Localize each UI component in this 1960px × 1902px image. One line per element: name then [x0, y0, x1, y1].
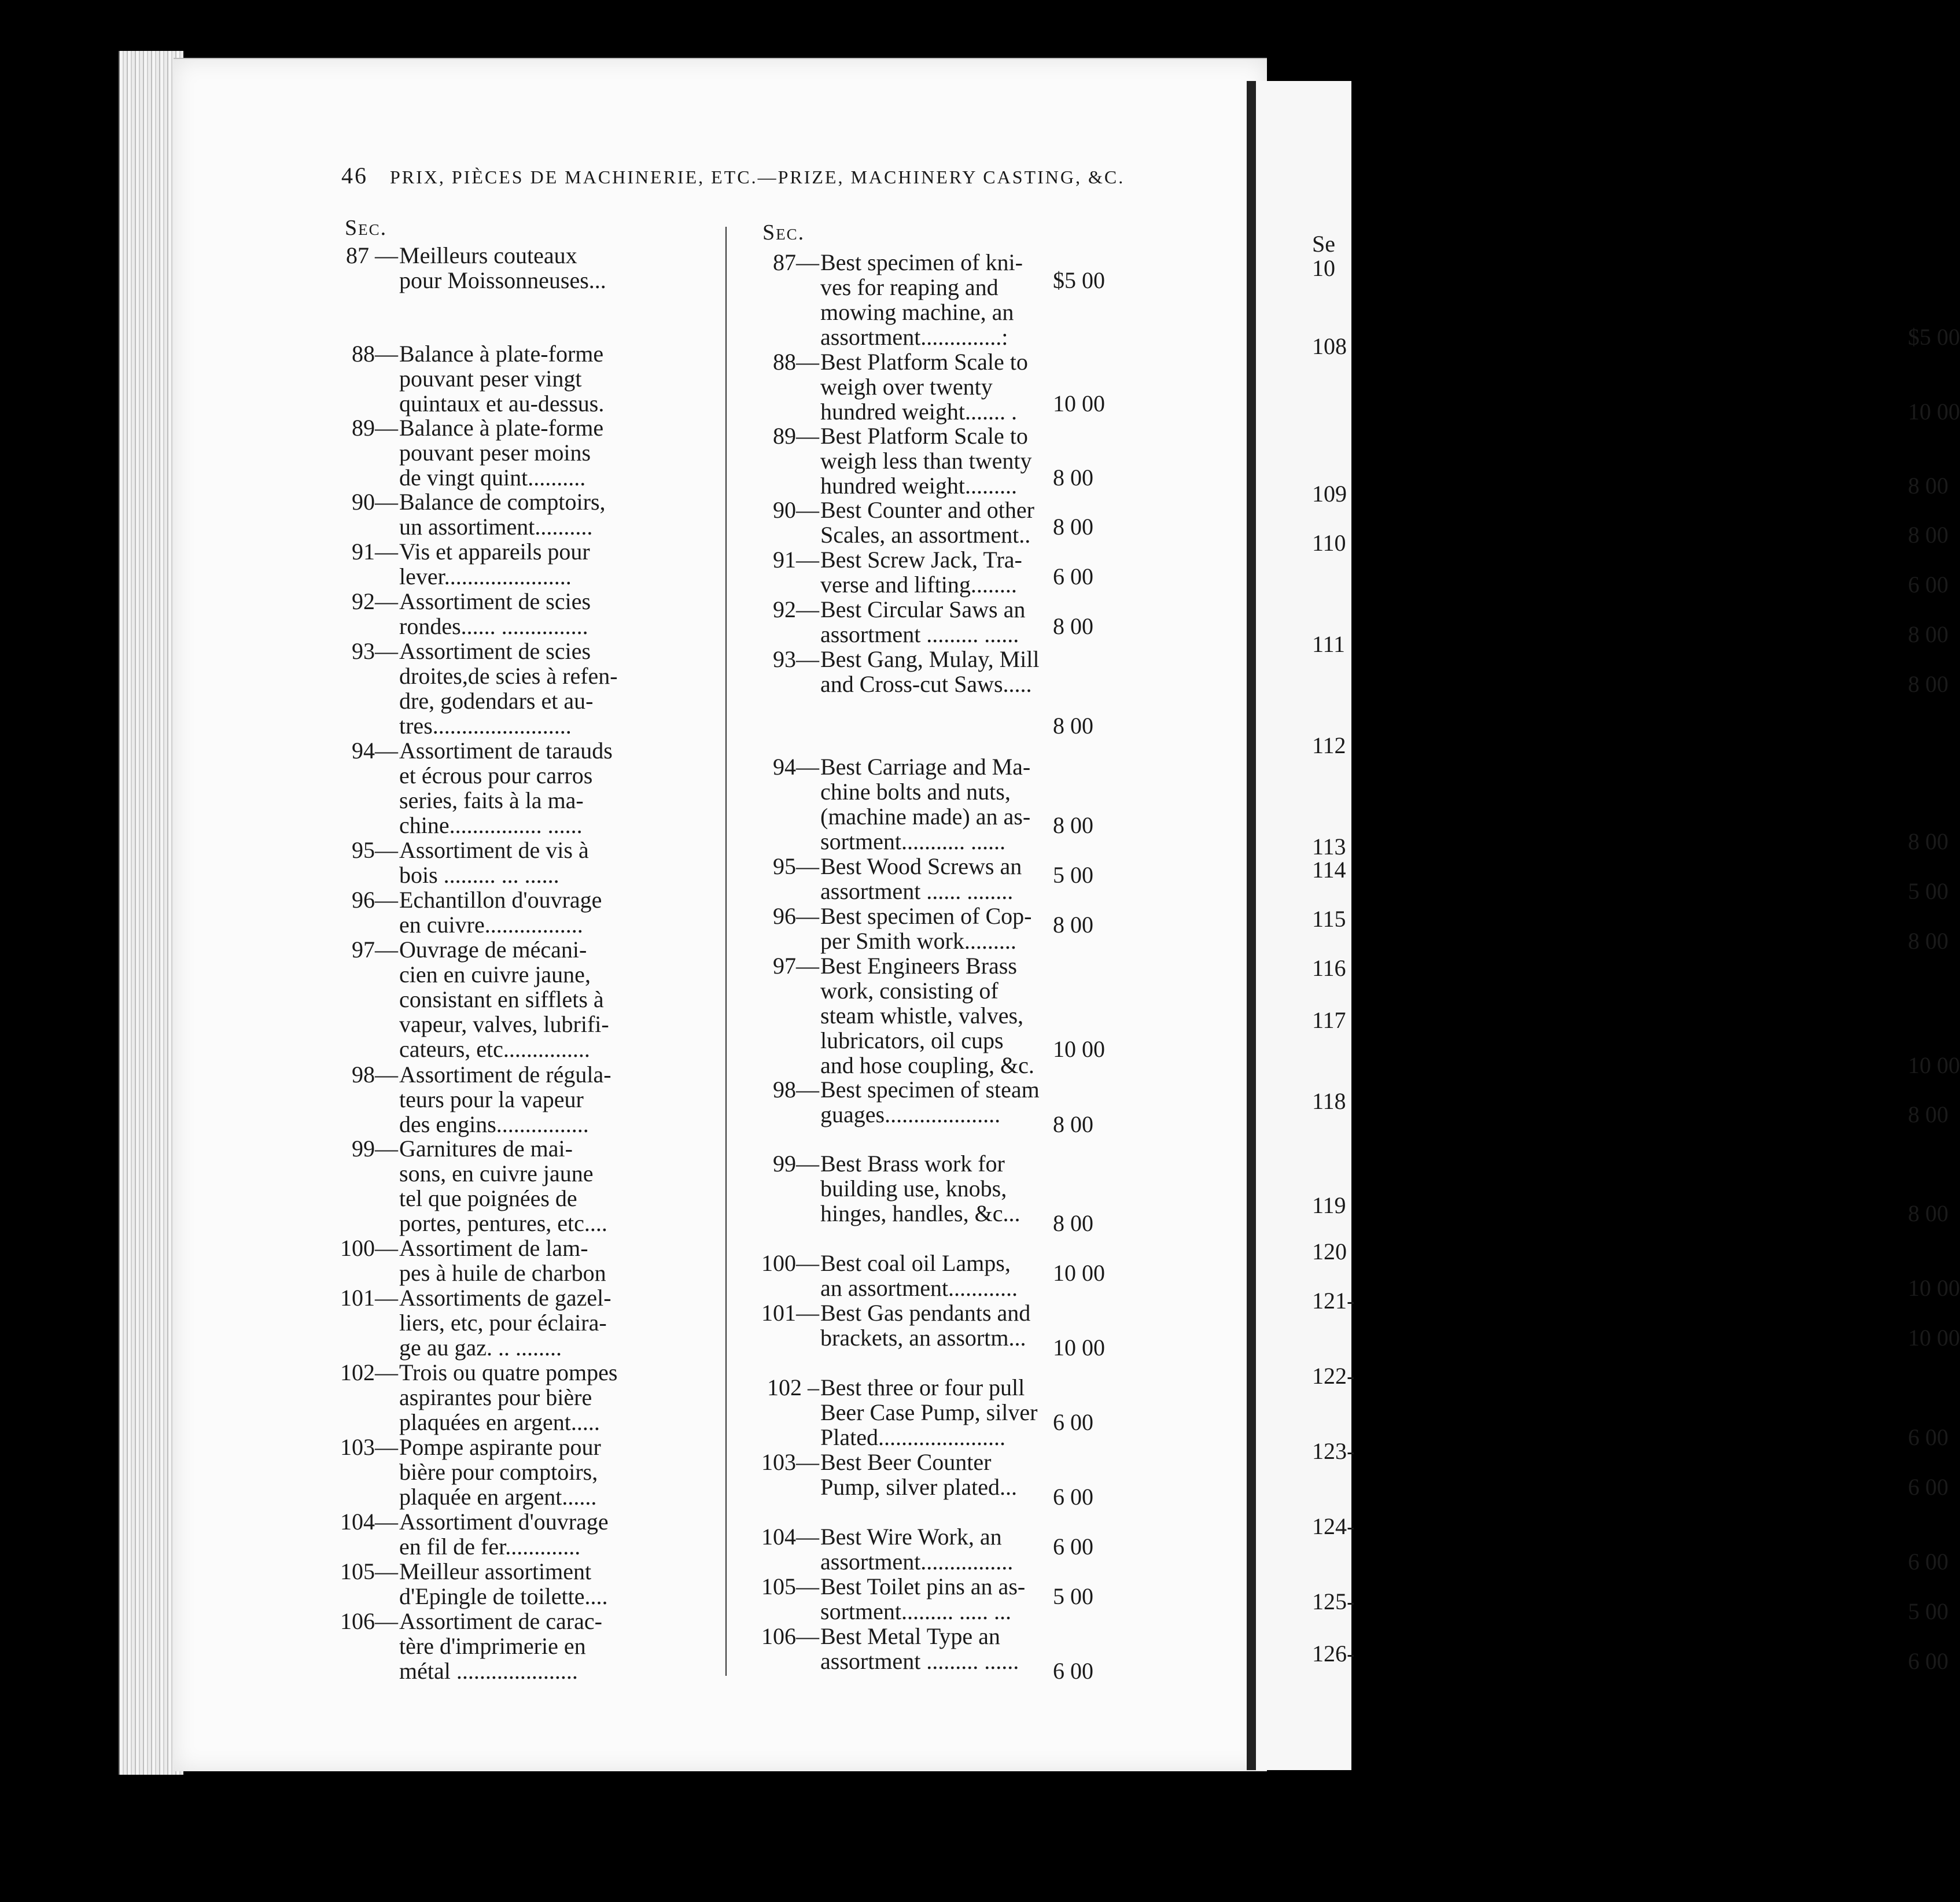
prize-amount: 6 00 [1908, 1474, 1948, 1500]
entry-line [820, 804, 1075, 829]
entry-line [820, 928, 1948, 954]
entry-text: ves for reaping and [820, 274, 999, 300]
entry-text: un assortiment.......... [399, 514, 593, 540]
entry-line [773, 754, 1075, 780]
entry-line [773, 1151, 1075, 1177]
section-number: 106— [761, 1623, 819, 1649]
entry-text: en cuivre................. [399, 912, 583, 938]
entry-text: portes, pentures, etc.... [399, 1210, 607, 1236]
section-number: 104— [340, 1509, 398, 1535]
french-sec-label: Sec. [345, 216, 388, 240]
entry-line [820, 1549, 1948, 1575]
entry-line [340, 1434, 654, 1460]
entry-text: Assortiment de régula- [399, 1061, 611, 1088]
entry-line [761, 1623, 1075, 1649]
prize-amount: 5 00 [1908, 878, 1948, 904]
prize-amount: 8 00 [1053, 465, 1093, 491]
next-page-number: 108 [1312, 333, 1347, 359]
entry-line [773, 903, 1075, 929]
section-number: 103— [761, 1449, 819, 1475]
entry-text: lubricators, oil cups [820, 1027, 1004, 1053]
entry-text: teurs pour la vapeur [399, 1086, 584, 1112]
entry-text: Best Gang, Mulay, Mill [820, 646, 1040, 672]
section-number: 95— [352, 837, 398, 863]
next-page-number: 110 [1312, 530, 1346, 556]
section-number: 88— [352, 341, 398, 367]
prize-amount: 6 00 [1908, 1424, 1948, 1450]
entry-text: Best Wire Work, an [820, 1524, 1002, 1550]
entry-text: per Smith work......... [820, 928, 1016, 954]
entry-text: work, consisting of [820, 978, 999, 1004]
entry-line [820, 1474, 1948, 1500]
entry-text: Best Platform Scale to [820, 349, 1028, 375]
section-number: 102 – [767, 1374, 819, 1400]
section-number: 92— [352, 588, 398, 614]
section-number: 95— [773, 853, 819, 879]
next-page-number: 109 [1312, 481, 1347, 507]
entry-line [399, 1161, 654, 1186]
entry-text: Best Toilet pins an as- [820, 1573, 1026, 1599]
prize-amount: 8 00 [1908, 1200, 1948, 1226]
section-number: 99— [773, 1151, 819, 1177]
entry-line [340, 1235, 654, 1261]
next-page-number: 113 [1312, 834, 1346, 860]
entry-text: weigh over twenty [820, 374, 993, 400]
entry-text: Best Brass work for [820, 1151, 1005, 1177]
entry-line [773, 249, 1075, 275]
prize-amount: 8 00 [1053, 1210, 1093, 1236]
prize-amount: 8 00 [1053, 912, 1093, 938]
entry-line [773, 423, 1075, 449]
prize-amount: 8 00 [1908, 473, 1948, 499]
section-number: 97— [773, 953, 819, 979]
next-page-number: 118 [1312, 1088, 1346, 1114]
entry-line [399, 1186, 654, 1211]
prize-amount: 6 00 [1908, 572, 1948, 598]
entry-line [399, 1310, 654, 1335]
entry-text: hundred weight....... . [820, 399, 1017, 425]
entry-text: en fil de fer............. [399, 1534, 581, 1560]
entry-text: Balance à plate-forme [399, 341, 604, 367]
entry-text: tère d'imprimerie en [399, 1633, 586, 1659]
page-number: 46 [341, 163, 368, 189]
english-entry-91 [773, 547, 1948, 598]
next-page-number: 115 [1312, 906, 1346, 932]
entry-line [761, 1449, 1075, 1475]
page-header [341, 162, 1125, 189]
next-page-number: 111 [1312, 631, 1346, 657]
entry-line [820, 275, 1075, 300]
entry-line [399, 664, 654, 688]
entry-text: Balance à plate-forme [399, 415, 604, 441]
entry-text: Assortiment de scies [399, 588, 591, 614]
prize-amount: $5 00 [1908, 324, 1960, 350]
prize-amount: 8 00 [1053, 812, 1093, 838]
entry-text: Ouvrage de mécani- [399, 937, 587, 963]
entry-line [399, 1012, 654, 1037]
entry-text: droites,de scies à refen- [399, 663, 618, 689]
entry-text: cateurs, etc............... [399, 1036, 590, 1062]
prize-amount: 10 00 [1908, 1052, 1960, 1078]
prize-amount: 6 00 [1053, 1658, 1093, 1684]
entry-line [767, 1374, 1075, 1400]
entry-line [340, 1509, 654, 1535]
section-number: 102— [340, 1359, 398, 1385]
section-number: 90— [352, 489, 398, 515]
section-number: 94— [773, 754, 819, 780]
entry-text: assortment ...... ........ [820, 878, 1014, 904]
entry-text: sortment........... ...... [820, 828, 1005, 854]
entry-text: brackets, an assortm... [820, 1325, 1026, 1351]
next-page-sec-label: Se [1312, 231, 1335, 257]
entry-text: dre, godendars et au- [399, 688, 594, 714]
entry-line [352, 341, 654, 367]
entry-line [399, 713, 1093, 739]
prize-amount: $5 00 [1053, 267, 1105, 293]
entry-text: Assortiment de carac- [399, 1608, 602, 1634]
entry-text: ge au gaz. .. ........ [399, 1335, 562, 1361]
entry-line [820, 1400, 1075, 1425]
entry-text: et écrous pour carros [399, 762, 593, 788]
section-number: 92— [773, 596, 819, 622]
entry-line [340, 1285, 654, 1311]
entry-text: d'Epingle de toilette.... [399, 1583, 608, 1609]
entry-text: verse and lifting........ [820, 572, 1017, 598]
entry-text: Scales, an assortment.. [820, 522, 1031, 548]
prize-amount: 8 00 [1053, 613, 1093, 639]
entry-text: Best specimen of steam [820, 1077, 1040, 1103]
entry-text: mowing machine, an [820, 299, 1014, 325]
entry-line [820, 1052, 1960, 1078]
next-page-number: 124- [1312, 1513, 1355, 1539]
entry-line [761, 1250, 1075, 1276]
entry-line [820, 878, 1948, 904]
entry-text: Best Carriage and Ma- [820, 754, 1031, 780]
entry-text: Meilleurs couteaux [399, 242, 577, 268]
entry-text: Best Beer Counter [820, 1449, 992, 1475]
entry-text: Assortiment de scies [399, 638, 591, 664]
section-number: 103— [340, 1434, 398, 1460]
prize-amount: 8 00 [1053, 713, 1093, 739]
prize-amount: 8 00 [1908, 928, 1948, 954]
entry-text: quintaux et au-dessus. [399, 390, 605, 416]
section-number: 91— [773, 547, 819, 573]
prize-amount: 8 00 [1908, 828, 1948, 854]
entry-text: cien en cuivre jaune, [399, 961, 591, 987]
entry-line [399, 366, 654, 391]
entry-text: tres........................ [399, 713, 572, 739]
entry-text: steam whistle, valves, [820, 1002, 1024, 1029]
entry-line [820, 300, 1075, 325]
section-number: 87 — [346, 242, 398, 268]
english-sec-label: Sec. [762, 220, 805, 245]
entry-line [820, 1176, 1075, 1201]
entry-line [761, 1524, 1075, 1550]
entry-text: guages.................... [820, 1101, 1001, 1127]
entry-text: sons, en cuivre jaune [399, 1160, 594, 1186]
prize-amount: 8 00 [1908, 621, 1948, 647]
entry-text: assortment................ [820, 1549, 1014, 1575]
section-number: 96— [352, 887, 398, 913]
entry-text: Pump, silver plated... [820, 1474, 1017, 1500]
entry-line [399, 763, 654, 788]
section-number: 88— [773, 349, 819, 375]
section-number: 99— [352, 1136, 398, 1162]
entry-text: Vis et appareils pour [399, 539, 590, 565]
next-page-number: 121- [1312, 1288, 1355, 1314]
entry-text: and hose coupling, &c. [820, 1052, 1034, 1078]
entry-line [820, 1028, 1075, 1053]
entry-text: Best Engineers Brass [820, 953, 1017, 979]
entry-text: Best specimen of Cop- [820, 903, 1032, 929]
entry-line [340, 1558, 654, 1584]
next-page-number: 122- [1312, 1363, 1355, 1389]
entry-line [399, 1385, 654, 1410]
entry-line [399, 440, 654, 465]
entry-line [773, 1077, 1075, 1103]
entry-line [352, 887, 654, 913]
entry-text: hinges, handles, &c... [820, 1200, 1020, 1226]
entry-line [352, 489, 654, 515]
entry-text: an assortment............ [820, 1275, 1018, 1301]
entry-text: rondes...... ............... [399, 613, 588, 639]
prize-amount: 5 00 [1053, 862, 1093, 888]
entry-line [352, 837, 654, 863]
entry-line [761, 1300, 1075, 1326]
entry-text: sortment......... ..... ... [820, 1598, 1011, 1624]
section-number: 97— [352, 937, 398, 963]
entry-line [346, 242, 654, 268]
prize-amount: 8 00 [1908, 522, 1948, 548]
column-divider [725, 227, 727, 1676]
entry-line [820, 399, 1960, 425]
entry-line [352, 937, 654, 963]
prize-amount: 10 00 [1908, 399, 1960, 425]
entry-text: (machine made) an as- [820, 803, 1031, 830]
entry-text: Assortiment de vis à [399, 837, 589, 863]
entry-line [773, 646, 1075, 672]
entry-text: bois ......... ... ...... [399, 862, 559, 888]
entry-line [352, 738, 654, 764]
section-number: 87— [773, 249, 819, 275]
next-page-number: 126- [1312, 1641, 1355, 1667]
prize-amount: 10 00 [1908, 1275, 1960, 1301]
entry-text: Best specimen of kni- [820, 249, 1023, 275]
entry-text: assortment ......... ...... [820, 621, 1019, 647]
section-number: 101— [340, 1285, 398, 1311]
entry-text: de vingt quint.......... [399, 465, 586, 491]
entry-text: Plated...................... [820, 1424, 1005, 1450]
entry-text: pouvant peser vingt [399, 366, 582, 392]
entry-text: pouvant peser moins [399, 440, 591, 466]
next-page-number: 120 [1312, 1238, 1347, 1265]
entry-text: weigh less than twenty [820, 448, 1032, 474]
prize-amount: 5 00 [1053, 1583, 1093, 1609]
entry-line [773, 953, 1075, 979]
entry-text: and Cross-cut Saws..... [820, 671, 1032, 697]
entry-text: building use, knobs, [820, 1175, 1007, 1201]
section-number: 100— [761, 1250, 819, 1276]
entry-text: hundred weight......... [820, 473, 1017, 499]
entry-text: plaquées en argent..... [399, 1409, 600, 1435]
entry-text: lever...................... [399, 563, 572, 589]
entry-text: chine................ ...... [399, 812, 583, 838]
entry-text: liers, etc, pour éclaira- [399, 1310, 607, 1336]
entry-text: tel que poignées de [399, 1185, 577, 1211]
prize-amount: 10 00 [1053, 390, 1105, 416]
next-page-number: 116 [1312, 955, 1346, 981]
entry-line [820, 779, 1075, 804]
next-page-number: 10 [1312, 255, 1335, 281]
next-page-number: 112 [1312, 732, 1346, 758]
entry-text: Assortiment de lam- [399, 1235, 588, 1261]
prize-amount: 10 00 [1908, 1325, 1960, 1351]
entry-line [352, 588, 654, 614]
entry-text: Assortiments de gazel- [399, 1285, 611, 1311]
entry-text: Pompe aspirante pour [399, 1434, 601, 1460]
section-number: 98— [773, 1077, 819, 1103]
prize-amount: 5 00 [1908, 1598, 1948, 1624]
entry-line [820, 1325, 1960, 1351]
entry-text: chine bolts and nuts, [820, 779, 1011, 805]
entry-text: Garnitures de mai- [399, 1136, 573, 1162]
section-number: 106— [340, 1608, 398, 1634]
entry-text: Best Counter and other [820, 497, 1034, 523]
entry-text: Balance de comptoirs, [399, 489, 606, 515]
section-number: 89— [352, 415, 398, 441]
entry-line [399, 962, 654, 987]
entry-text: Best Metal Type an [820, 1623, 1000, 1649]
entry-line [399, 788, 654, 813]
entry-text: pour Moissonneuses... [399, 267, 606, 293]
prize-amount: 10 00 [1053, 1036, 1105, 1062]
entry-text: Assortiment d'ouvrage [399, 1509, 609, 1535]
english-entry-93 [773, 646, 1948, 697]
entry-line [352, 1061, 654, 1088]
section-number: 104— [761, 1524, 819, 1550]
entry-line [399, 688, 654, 713]
entry-text: Trois ou quatre pompes [399, 1359, 618, 1385]
entry-text: Assortiment de tarauds [399, 738, 613, 764]
prize-amount: 6 00 [1908, 1549, 1948, 1575]
entry-line [820, 671, 1948, 697]
entry-text: assortment..............: [820, 324, 1008, 350]
entry-line [820, 978, 1075, 1003]
entry-text: Best Gas pendants and [820, 1300, 1031, 1326]
prize-amount: 6 00 [1053, 1409, 1093, 1435]
entry-text: vapeur, valves, lubrifi- [399, 1011, 609, 1037]
section-number: 93— [352, 638, 398, 664]
section-number: 90— [773, 497, 819, 523]
entry-line [773, 853, 1075, 879]
entry-text: pes à huile de charbon [399, 1260, 606, 1286]
entry-text: bière pour comptoirs, [399, 1459, 598, 1485]
section-number: 91— [352, 539, 398, 565]
entry-line [761, 1573, 1075, 1599]
next-page-number: 123- [1312, 1438, 1355, 1464]
prize-amount: 6 00 [1053, 563, 1093, 589]
prize-amount: 6 00 [1908, 1648, 1948, 1674]
entry-text: Echantillon d'ouvrage [399, 887, 602, 913]
section-number: 98— [352, 1061, 398, 1088]
entry-text: Best coal oil Lamps, [820, 1250, 1011, 1276]
entry-text: Best Platform Scale to [820, 423, 1028, 449]
entry-line [773, 497, 1075, 523]
prize-amount: 8 00 [1908, 1101, 1948, 1127]
section-number: 93— [773, 646, 819, 672]
entry-line [352, 415, 654, 441]
entry-line [352, 1136, 654, 1162]
prize-amount: 8 00 [1053, 1111, 1093, 1137]
entry-line [820, 1003, 1075, 1028]
entry-text: Best Screw Jack, Tra- [820, 547, 1022, 573]
section-number: 100— [340, 1235, 398, 1261]
entry-text: assortment ......... ...... [820, 1648, 1019, 1674]
entry-text: Best Wood Screws an [820, 853, 1022, 879]
next-page-number: 117 [1312, 1007, 1346, 1033]
entry-text: aspirantes pour bière [399, 1384, 592, 1410]
entry-text: Beer Case Pump, silver [820, 1399, 1038, 1425]
entry-line [820, 448, 1075, 473]
prize-amount: 10 00 [1053, 1260, 1105, 1286]
entry-line [399, 987, 654, 1012]
section-number: 105— [761, 1573, 819, 1599]
book-page [174, 58, 1267, 1771]
entry-text: Meilleur assortiment [399, 1558, 592, 1584]
entry-text: Best three or four pull [820, 1374, 1025, 1400]
prize-amount: 8 00 [1053, 514, 1093, 540]
next-page-number: 119 [1312, 1192, 1346, 1218]
next-page-number: 125- [1312, 1588, 1355, 1615]
entry-text: plaquée en argent...... [399, 1484, 597, 1510]
prize-amount: 6 00 [1053, 1534, 1093, 1560]
entry-line [399, 1634, 654, 1658]
entry-line [773, 547, 1075, 573]
entry-line [352, 638, 654, 664]
prize-amount: 10 00 [1053, 1335, 1105, 1361]
prize-amount: 8 00 [1908, 671, 1948, 697]
entry-line [820, 572, 1948, 598]
section-number: 96— [773, 903, 819, 929]
entry-line [773, 596, 1075, 622]
section-number: 89— [773, 423, 819, 449]
entry-line [340, 1608, 654, 1634]
entry-text: des engins................ [399, 1111, 589, 1137]
section-number: 101— [761, 1300, 819, 1326]
entry-line [820, 1424, 1948, 1450]
running-title: PRIX, PIÈCES DE MACHINERIE, ETC.—PRIZE, MACHINERY CASTING, &C. [390, 167, 1125, 187]
section-number: 94— [352, 738, 398, 764]
entry-line [820, 374, 1075, 399]
next-page-number: 114 [1312, 857, 1346, 883]
entry-text: consistant en sifflets à [399, 986, 604, 1012]
entry-line [399, 1459, 654, 1484]
entry-line [399, 1087, 654, 1112]
entry-text: métal ..................... [399, 1658, 578, 1684]
prize-amount: 6 00 [1053, 1484, 1093, 1510]
entry-line [340, 1359, 654, 1385]
entry-line [352, 539, 654, 565]
entry-text: Best Circular Saws an [820, 596, 1026, 622]
section-number: 105— [340, 1558, 398, 1584]
entry-line [773, 349, 1075, 375]
entry-text: series, faits à la ma- [399, 787, 584, 813]
english-entry-88 [773, 349, 1960, 425]
